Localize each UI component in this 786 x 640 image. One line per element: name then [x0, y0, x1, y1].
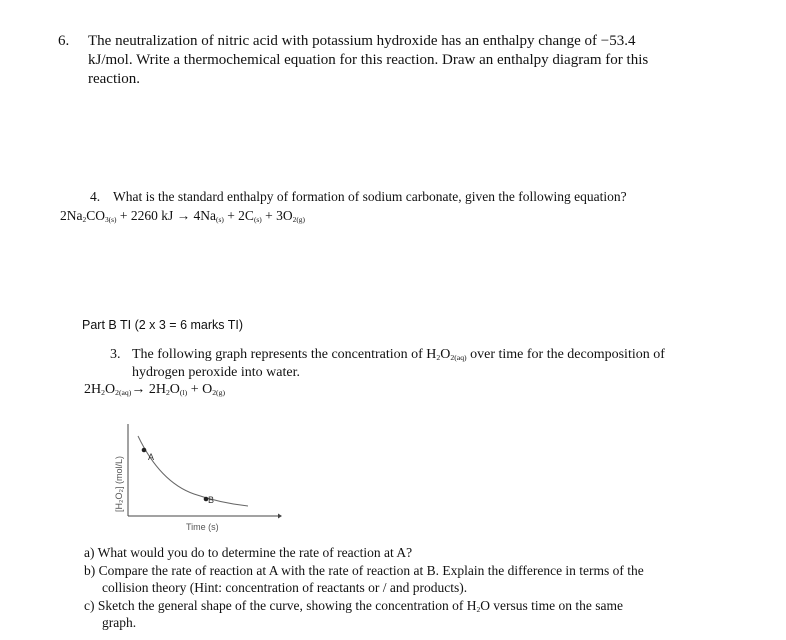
- q3-equation: $2H_2O_{2(aq)}\to 2H_2O_{(l)} + O_{2(g)}$: [84, 382, 226, 397]
- q3-line-2: hydrogen peroxide into water.: [132, 365, 300, 380]
- point-a-marker: [142, 448, 147, 453]
- x-axis-arrow: [278, 514, 282, 519]
- concentration-graph: [100, 420, 290, 536]
- part-b-heading: Part B TI (2 x 3 = 6 marks TI): [82, 318, 244, 332]
- q6-line-1: The neutralization of nitric acid with potassium hydroxide has an enthalpy change of −53.4: [88, 33, 636, 49]
- q6-number: 6.: [58, 33, 70, 49]
- x-axis-label: Time (s): [186, 522, 219, 532]
- q6-line-2: kJ/mol. Write a thermochemical equation for this reaction. Draw an enthalpy diagram for this: [88, 52, 649, 68]
- point-b-label: B: [208, 495, 215, 505]
- q4-equation: $2Na_2CO_{3(s)} + 2260$ kJ → $4Na_{(s)} + 2C_{(s)} + 3O_{2(g)}$: [60, 208, 305, 224]
- decay-curve: [138, 436, 248, 506]
- q3-line-1: The following graph represents the concentration of $H_2O_{2(aq)}$ over time for the decomposition of: [132, 347, 665, 362]
- q4-question: What is the standard enthalpy of formation of sodium carbonate, given the following equation?: [113, 189, 627, 204]
- q6-line-3: reaction.: [88, 71, 141, 87]
- q3-part-b-line-2: collision theory (Hint: concentration of reactants or / and products).: [102, 580, 468, 595]
- y-axis-label: [H₂O₂] (mol/L): [114, 456, 124, 512]
- point-a-label: A: [148, 452, 155, 462]
- q3-part-c-line-2: graph.: [102, 615, 137, 630]
- q3-part-c-line-1: c) Sketch the general shape of the curve, showing the concentration of $H_2O$ versus time on the same: [84, 598, 624, 614]
- q3-number: 3.: [110, 347, 121, 362]
- q3-part-a: a) What would you do to determine the rate of reaction at A?: [84, 545, 413, 560]
- q3-part-b-line-1: b) Compare the rate of reaction at A with the rate of reaction at B. Explain the difference in terms of the: [84, 563, 644, 578]
- q4-number: 4.: [90, 189, 101, 204]
